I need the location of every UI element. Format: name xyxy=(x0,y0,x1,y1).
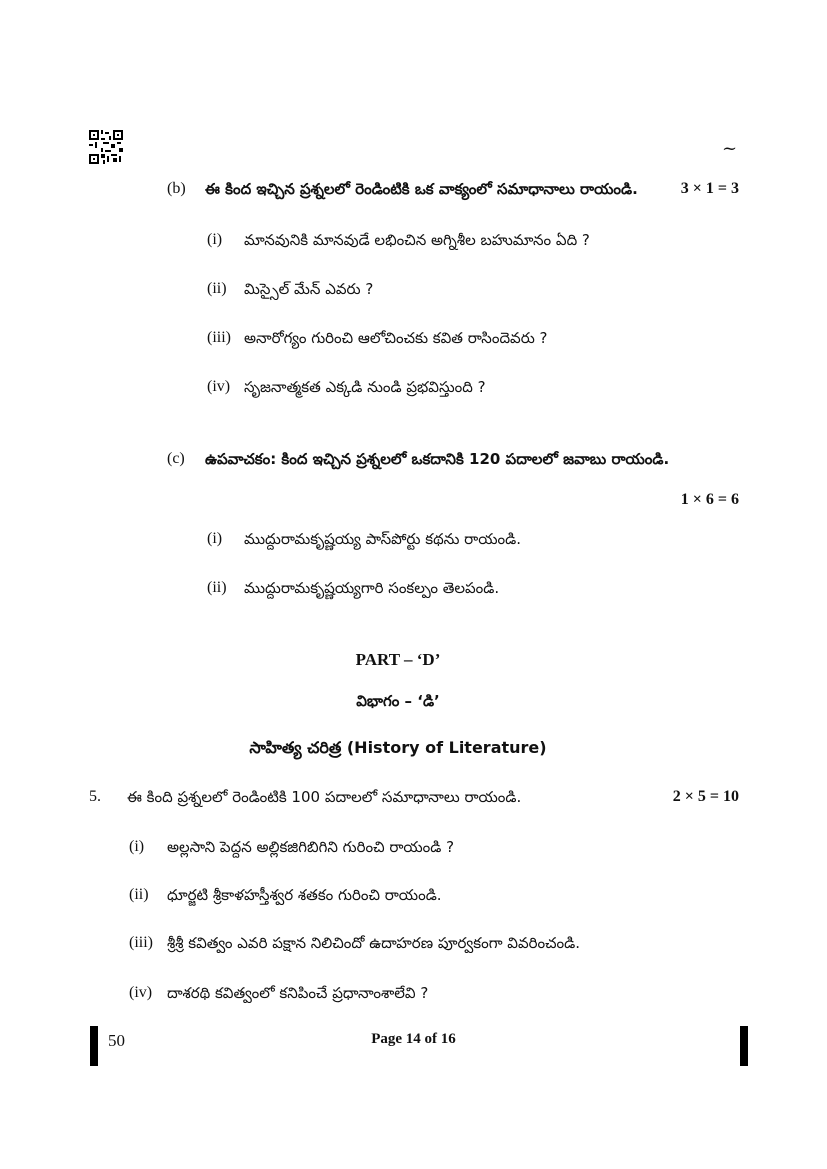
part-d-subtitle: విభాగం – ‘డి’ xyxy=(356,692,440,710)
section-c-item-2-number: (ii) xyxy=(207,579,227,596)
history-of-literature-heading: సాహిత్య చరిత్ర (History of Literature) xyxy=(249,738,547,757)
section-b-label: (b) xyxy=(167,180,186,197)
question-5-item-1-number: (i) xyxy=(129,838,145,855)
question-5-item-1-text: అల్లసాని పెద్దన అల్లికజిగిబిగిని గురించి రాయండి ? xyxy=(167,838,455,856)
section-c-item-1-number: (i) xyxy=(207,530,223,547)
section-b-instruction: ఈ కింద ఇచ్చిన ప్రశ్నలలో రెండింటికి ఒక వాక్యంలో సమాధానాలు రాయండి. xyxy=(205,180,638,198)
section-b-marks: 3 × 1 = 3 xyxy=(680,180,739,197)
question-5-item-3-text: శ్రీశ్రీ కవిత్వం ఎవరి పక్షాన నిలిచిందో ఉదాహరణ పూర్వకంగా వివరించండి. xyxy=(167,934,580,952)
question-5-marks: 2 × 5 = 10 xyxy=(672,788,739,805)
section-c-instruction: ఉపవాచకం: కింద ఇచ్చిన ప్రశ్నలలో ఒకదానికి 120 పదాలలో జవాబు రాయండి. xyxy=(205,450,670,468)
section-b-item-2-text: మిస్సైల్ మేన్ ఎవరు ? xyxy=(244,280,374,298)
section-c-item-2-text: ముద్దురామకృష్ణయ్యగారి సంకల్పం తెలపండి. xyxy=(244,579,500,597)
question-5-item-2-number: (ii) xyxy=(129,886,149,903)
corner-tilde-mark: ~ xyxy=(722,138,738,159)
section-c-marks: 1 × 6 = 6 xyxy=(680,491,739,508)
section-b-item-1-text: మానవునికి మానవుడే లభించిన అగ్నిశీల బహుమానం ఏది ? xyxy=(244,231,590,249)
question-5-number: 5. xyxy=(89,788,101,805)
question-5-item-2-text: ధూర్జటి శ్రీకాళహస్తీశ్వర శతకం గురించి రాయండి. xyxy=(167,886,442,904)
section-c-item-1-text: ముద్దురామకృష్ణయ్య పాస్‌పోర్టు కథను రాయండి. xyxy=(244,530,521,548)
qr-code-icon xyxy=(89,130,123,164)
section-c-label: (c) xyxy=(167,450,185,467)
footer-bar-right xyxy=(740,1026,748,1066)
section-b-item-4-number: (iv) xyxy=(207,378,231,395)
part-d-title: PART – ‘D’ xyxy=(355,650,441,669)
section-b-item-2-number: (ii) xyxy=(207,280,227,297)
footer-paper-code: 50 xyxy=(108,1031,125,1050)
section-b-item-3-text: అనారోగ్యం గురించి ఆలోచించకు కవిత రాసిందెవరు ? xyxy=(244,329,548,347)
question-5-item-3-number: (iii) xyxy=(129,934,153,951)
question-5-item-4-number: (iv) xyxy=(129,984,153,1001)
footer-page-number: Page 14 of 16 xyxy=(371,1031,456,1047)
section-b-item-1-number: (i) xyxy=(207,231,223,248)
section-b-item-3-number: (iii) xyxy=(207,329,231,346)
question-5-item-4-text: దాశరథి కవిత్వంలో కనిపించే ప్రధానాంశాలేవి ? xyxy=(167,984,429,1002)
question-5-instruction: ఈ కింది ప్రశ్నలలో రెండింటికి 100 పదాలలో సమాధానాలు రాయండి. xyxy=(127,788,522,806)
section-b-item-4-text: సృజనాత్మకత ఎక్కడి నుండి ప్రభవిస్తుంది ? xyxy=(244,378,486,396)
